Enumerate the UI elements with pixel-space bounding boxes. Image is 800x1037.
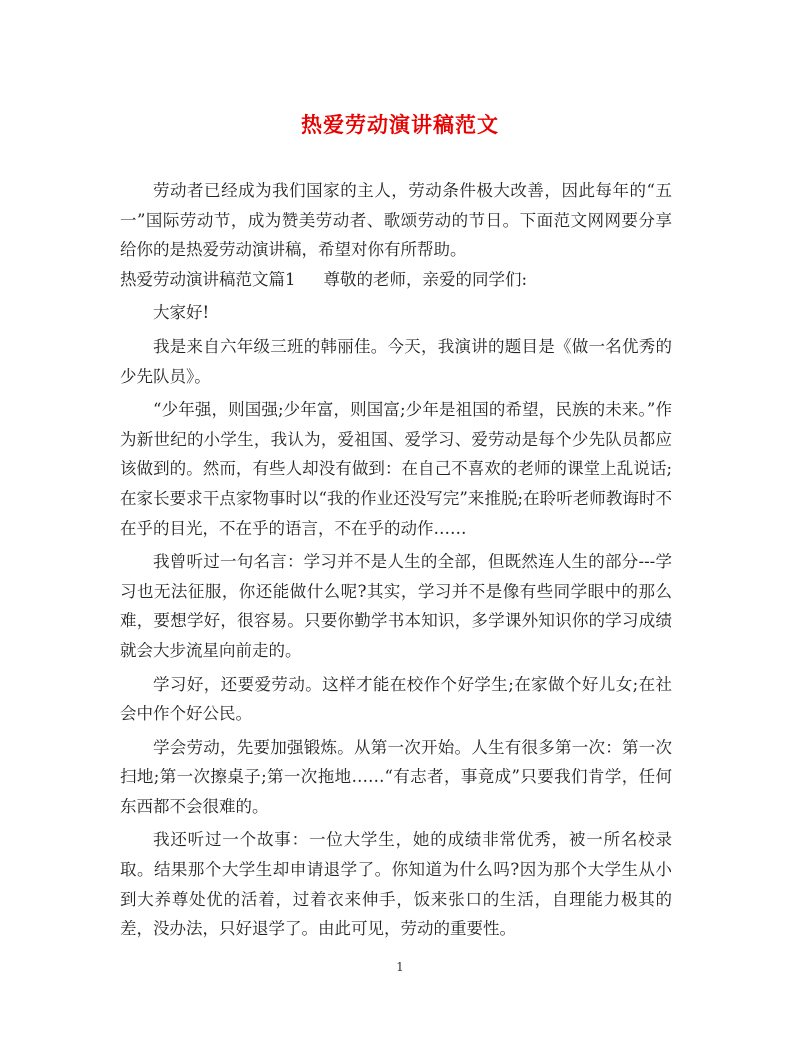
body-paragraph: 我曾听过一句名言：学习并不是人生的全部，但既然连人生的部分---学习也无法征服，你还能做什么呢?其实，学习并不是像有些同学眼中的那么难，要想学好，很容易。只要你勤学书本知识，多学课外知识你的学习成绩就会大步流星向前走的。 (120, 552, 672, 660)
body-paragraph: “少年强，则国强;少年富，则国富;少年是祖国的希望，民族的未来。”作为新世纪的小学生，我认为，爱祖国、爱学习、爱劳动是每个少先队员都应该做到的。然而，有些人却没有做到：在自己不喜欢的老师的课堂上乱说话;在家长要求干点家物事时以“我的作业还没写完”来推脱;在聆听老师教诲时不在乎的目光，不在乎的语言，不在乎的动作…… (120, 400, 672, 538)
document-title: 热爱劳动演讲稿范文 (301, 112, 499, 137)
body-paragraph: 我还听过一个故事：一位大学生，她的成绩非常优秀，被一所名校录取。结果那个大学生却申请退学了。你知道为什么吗?因为那个大学生从小到大养尊处优的活着，过着衣来伸手，饭来张口的生活，自理能力极其的差，没办法，只好退学了。由此可见，劳动的重要性。 (120, 830, 672, 939)
page-number: 1 (396, 960, 404, 974)
body-paragraph: 我是来自六年级三班的韩丽佳。今天，我演讲的题目是《做一名优秀的少先队员》。 (120, 336, 672, 386)
body-paragraph: 大家好! (153, 303, 210, 323)
section-heading-line (120, 265, 672, 295)
section-heading: 热爱劳动演讲稿范文篇1 (120, 269, 296, 289)
document-body (120, 176, 672, 944)
salutation: 尊敬的老师，亲爱的同学们: (323, 269, 528, 289)
body-paragraph: 学习好，还要爱劳动。这样才能在校作个好学生;在家做个好儿女;在社会中作个好公民。 (120, 674, 672, 724)
intro-paragraph: 劳动者已经成为我们国家的主人，劳动条件极大改善，因此每年的“五一”国际劳动节，成为赞美劳动者、歌颂劳动的节日。下面范文网网要分享给你的是热爱劳动演讲稿，希望对你有所帮助。 (120, 181, 672, 260)
body-paragraph: 学会劳动，先要加强锻炼。从第一次开始。人生有很多第一次：第一次扫地;第一次擦桌子;第一次拖地……“有志者，事竟成”只要我们肯学，任何东西都不会很难的。 (120, 737, 672, 816)
